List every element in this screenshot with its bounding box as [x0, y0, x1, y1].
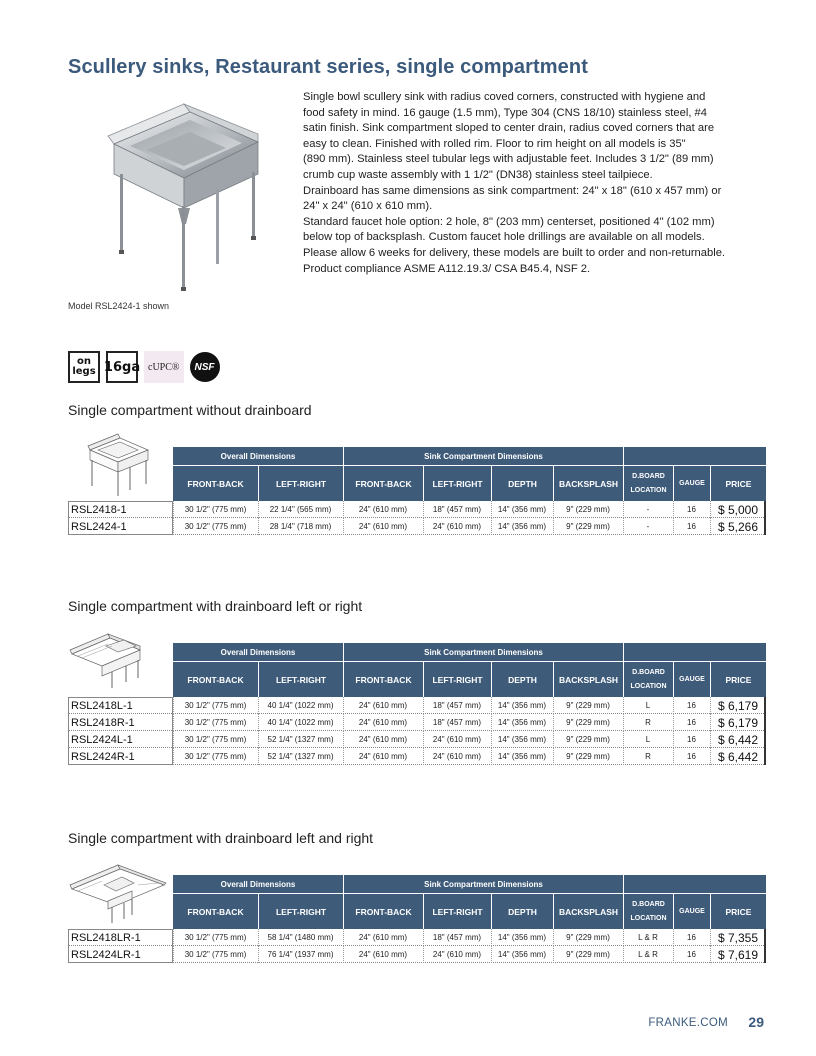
column-divider: [343, 731, 344, 748]
column-header-depth: DEPTH: [492, 465, 553, 501]
sink-dimensions-header: Sink Compartment Dimensions: [344, 447, 623, 465]
sink-dimensions-header: Sink Compartment Dimensions: [344, 875, 623, 893]
model-number: RSL2418R-1: [71, 716, 135, 729]
spec-cell: 14" (356 mm): [497, 950, 547, 959]
on-legs-icon: [68, 351, 100, 383]
column-divider: [491, 501, 492, 518]
column-divider: [623, 501, 624, 518]
overall-dimensions-header: Overall Dimensions: [173, 643, 343, 661]
column-header-dboard-location: [624, 661, 673, 697]
spec-cell: 24" (610 mm): [358, 933, 408, 942]
section-title: Single compartment without drainboard: [68, 402, 312, 418]
spec-cell: 9" (229 mm): [566, 933, 610, 942]
model-number: RSL2418L-1: [71, 699, 133, 712]
spec-cell: 18" (457 mm): [432, 505, 482, 514]
spec-cell: 14" (356 mm): [497, 752, 547, 761]
column-header-price: PRICE: [711, 893, 766, 929]
spec-cell: 16: [687, 735, 696, 744]
spec-cell: 14" (356 mm): [497, 522, 547, 531]
column-divider: [710, 748, 711, 765]
spec-cell: 58 1/4" (1480 mm): [267, 933, 334, 942]
column-divider: [623, 748, 624, 765]
product-photo: [100, 96, 280, 291]
column-divider: [258, 731, 259, 748]
spec-cell: 28 1/4" (718 mm): [269, 522, 332, 531]
column-divider: [673, 501, 674, 518]
column-divider: [173, 518, 174, 535]
column-divider: [623, 714, 624, 731]
price-cell: $ 6,442: [717, 749, 758, 764]
column-divider: [623, 731, 624, 748]
spec-cell: 14" (356 mm): [497, 933, 547, 942]
column-divider: [343, 946, 344, 963]
spec-cell: 9" (229 mm): [566, 505, 610, 514]
overall-dimensions-header: Overall Dimensions: [173, 875, 343, 893]
spec-cell: 14" (356 mm): [497, 505, 547, 514]
column-divider: [623, 518, 624, 535]
price-cell: $ 6,442: [717, 732, 758, 747]
spec-cell: 16: [687, 505, 696, 514]
column-header-front-back: FRONT-BACK: [344, 465, 423, 501]
spec-cell: 16: [687, 933, 696, 942]
description-line: Drainboard has same dimensions as sink compartment: 24" x 18" (610 x 457 mm) or: [303, 184, 722, 197]
price-cell: $ 7,355: [717, 930, 758, 945]
spec-cell: L: [645, 735, 651, 744]
certification-badges: [68, 350, 220, 384]
column-divider: [343, 697, 344, 714]
column-header-depth: DEPTH: [492, 893, 553, 929]
header-spacer: [624, 875, 766, 893]
spec-cell: 18" (457 mm): [432, 933, 482, 942]
column-divider: [173, 501, 174, 518]
column-divider: [343, 748, 344, 765]
spec-cell: L & R: [638, 933, 658, 942]
spec-cell: 30 1/2" (775 mm): [184, 718, 247, 727]
column-divider: [623, 929, 624, 946]
column-divider: [673, 731, 674, 748]
spec-cell: 9" (229 mm): [566, 718, 610, 727]
spec-cell: 52 1/4" (1327 mm): [267, 735, 334, 744]
column-divider: [258, 946, 259, 963]
spec-cell: 40 1/4" (1022 mm): [267, 718, 334, 727]
section-title: Single compartment with drainboard left or right: [68, 598, 363, 614]
column-divider: [491, 929, 492, 946]
image-caption: Model RSL2424-1 shown: [68, 301, 170, 311]
column-divider: [491, 518, 492, 535]
model-number: RSL2418LR-1: [71, 931, 141, 944]
model-number: RSL2424L-1: [71, 733, 133, 746]
spec-cell: 14" (356 mm): [497, 718, 547, 727]
description-line: food safety in mind. 16 gauge (1.5 mm), Type 304 (CNS 18/10) stainless steel, #4: [303, 106, 708, 119]
column-divider: [258, 714, 259, 731]
description-line: below top of backsplash. Custom faucet hole drillings are available on all models.: [303, 231, 705, 244]
column-divider: [258, 748, 259, 765]
column-header-front-back: FRONT-BACK: [344, 893, 423, 929]
spec-cell: -: [646, 505, 650, 514]
description-line: (890 mm). Stainless steel tubular legs with adjustable feet. Includes 3 1/2" (89 mm): [303, 153, 714, 166]
spec-cell: 14" (356 mm): [497, 701, 547, 710]
spec-table: [68, 875, 766, 965]
column-header-left-right: LEFT-RIGHT: [259, 893, 343, 929]
column-header-dboard-location: [624, 893, 673, 929]
column-divider: [491, 731, 492, 748]
footer-brand: FRANKE.COM: [648, 1017, 728, 1029]
overall-dimensions-header: Overall Dimensions: [173, 447, 343, 465]
table-right-border: [764, 697, 766, 765]
description-line: Product compliance ASME A112.19.3/ CSA B45.4, NSF 2.: [303, 262, 591, 275]
column-divider: [710, 518, 711, 535]
spec-cell: 52 1/4" (1327 mm): [267, 752, 334, 761]
spec-cell: -: [646, 522, 650, 531]
column-header-left-right: LEFT-RIGHT: [259, 465, 343, 501]
model-number: RSL2418-1: [71, 503, 127, 516]
description-line: satin finish. Sink compartment sloped to center drain, radius coved corners that are: [303, 122, 715, 135]
price-cell: $ 6,179: [717, 698, 758, 713]
spec-cell: 40 1/4" (1022 mm): [267, 701, 334, 710]
column-header-left-right: LEFT-RIGHT: [424, 661, 491, 697]
column-header-text: D.BOARD: [632, 900, 665, 908]
spec-cell: 24" (610 mm): [358, 735, 408, 744]
column-header-gauge: GAUGE: [674, 661, 710, 697]
description-line: easy to clean. Finished with rolled rim. Floor to rim height on all models is 35": [303, 137, 686, 150]
description-line: Single bowl scullery sink with radius coved corners, constructed with hygiene and: [303, 91, 706, 103]
column-divider: [258, 518, 259, 535]
spec-cell: 18" (457 mm): [432, 701, 482, 710]
spec-cell: 16: [687, 522, 696, 531]
spec-cell: 30 1/2" (775 mm): [184, 735, 247, 744]
column-divider: [553, 714, 554, 731]
column-divider: [423, 697, 424, 714]
column-header-backsplash: BACKSPLASH: [554, 661, 623, 697]
spec-cell: 9" (229 mm): [566, 950, 610, 959]
price-cell: $ 5,000: [717, 502, 758, 517]
column-divider: [423, 731, 424, 748]
page-title: Scullery sinks, Restaurant series, single compartment: [68, 56, 588, 78]
column-divider: [623, 697, 624, 714]
column-divider: [673, 748, 674, 765]
column-divider: [710, 501, 711, 518]
badge-legs-bottom: legs: [72, 366, 96, 377]
column-header-left-right: LEFT-RIGHT: [424, 893, 491, 929]
nsf-icon: NSF: [190, 352, 220, 382]
spec-cell: 30 1/2" (775 mm): [184, 933, 247, 942]
column-divider: [343, 518, 344, 535]
model-column-frame: [68, 929, 173, 963]
column-divider: [173, 929, 174, 946]
column-divider: [258, 929, 259, 946]
model-number: RSL2424R-1: [71, 750, 135, 763]
spec-cell: 30 1/2" (775 mm): [184, 950, 247, 959]
header-spacer: [624, 643, 766, 661]
spec-cell: L: [645, 701, 651, 710]
spec-cell: 30 1/2" (775 mm): [184, 701, 247, 710]
column-header-price: PRICE: [711, 661, 766, 697]
column-divider: [673, 518, 674, 535]
column-divider: [423, 714, 424, 731]
column-header-text: D.BOARD: [632, 472, 665, 480]
spec-cell: 9" (229 mm): [566, 701, 610, 710]
column-header-depth: DEPTH: [492, 661, 553, 697]
column-divider: [491, 697, 492, 714]
column-divider: [553, 731, 554, 748]
column-divider: [673, 697, 674, 714]
table-right-border: [764, 501, 766, 535]
column-divider: [673, 714, 674, 731]
spec-table: [68, 447, 766, 537]
column-divider: [173, 714, 174, 731]
spec-cell: 9" (229 mm): [566, 752, 610, 761]
spec-cell: 24" (610 mm): [432, 752, 482, 761]
column-header-left-right: LEFT-RIGHT: [259, 661, 343, 697]
spec-cell: 24" (610 mm): [358, 505, 408, 514]
column-divider: [673, 946, 674, 963]
spec-cell: 30 1/2" (775 mm): [184, 522, 247, 531]
column-divider: [710, 731, 711, 748]
column-divider: [173, 748, 174, 765]
column-header-gauge: GAUGE: [674, 465, 710, 501]
column-divider: [173, 946, 174, 963]
spec-cell: 22 1/4" (565 mm): [269, 505, 332, 514]
column-divider: [258, 697, 259, 714]
column-divider: [491, 714, 492, 731]
column-divider: [423, 501, 424, 518]
spec-cell: R: [645, 752, 651, 761]
spec-cell: 24" (610 mm): [432, 735, 482, 744]
column-header-text: LOCATION: [630, 486, 667, 494]
spec-cell: 18" (457 mm): [432, 718, 482, 727]
column-header-front-back: FRONT-BACK: [173, 893, 258, 929]
price-cell: $ 5,266: [717, 519, 758, 534]
spec-cell: 24" (610 mm): [358, 752, 408, 761]
column-header-front-back: FRONT-BACK: [173, 661, 258, 697]
column-divider: [423, 748, 424, 765]
column-divider: [710, 714, 711, 731]
column-header-price: PRICE: [711, 465, 766, 501]
column-divider: [491, 748, 492, 765]
column-divider: [553, 748, 554, 765]
spec-cell: 30 1/2" (775 mm): [184, 752, 247, 761]
spec-cell: 24" (610 mm): [358, 701, 408, 710]
column-divider: [423, 518, 424, 535]
product-description: [303, 90, 783, 277]
column-divider: [553, 501, 554, 518]
spec-cell: 30 1/2" (775 mm): [184, 505, 247, 514]
model-number: RSL2424-1: [71, 520, 127, 533]
gauge-icon: 16ga: [106, 351, 138, 383]
column-header-backsplash: BACKSPLASH: [554, 893, 623, 929]
description-line: 24" x 24" (610 x 610 mm).: [303, 200, 433, 213]
page-number: 29: [748, 1014, 764, 1030]
column-header-front-back: FRONT-BACK: [344, 661, 423, 697]
spec-cell: 24" (610 mm): [432, 950, 482, 959]
description-line: Please allow 6 weeks for delivery, these models are built to order and non-returnable.: [303, 246, 726, 259]
spec-cell: 14" (356 mm): [497, 735, 547, 744]
column-header-dboard-location: [624, 465, 673, 501]
spec-cell: R: [645, 718, 651, 727]
spec-cell: 24" (610 mm): [432, 522, 482, 531]
table-right-border: [764, 929, 766, 963]
description-line: Standard faucet hole option: 2 hole, 8" (203 mm) centerset, positioned 4" (102 mm): [303, 215, 715, 228]
column-divider: [553, 929, 554, 946]
spec-cell: 24" (610 mm): [358, 522, 408, 531]
spec-cell: 16: [687, 752, 696, 761]
column-divider: [491, 946, 492, 963]
column-divider: [343, 501, 344, 518]
spec-table: [68, 643, 766, 767]
sink-dimensions-header: Sink Compartment Dimensions: [344, 643, 623, 661]
column-divider: [623, 946, 624, 963]
price-cell: $ 6,179: [717, 715, 758, 730]
upc-icon: cUPC®: [144, 351, 184, 383]
spec-cell: 9" (229 mm): [566, 735, 610, 744]
section-title: Single compartment with drainboard left and right: [68, 830, 374, 846]
column-header-text: D.BOARD: [632, 668, 665, 676]
model-column-frame: [68, 697, 173, 765]
column-divider: [343, 714, 344, 731]
column-divider: [710, 697, 711, 714]
spec-cell: L & R: [638, 950, 658, 959]
column-divider: [343, 929, 344, 946]
price-cell: $ 7,619: [717, 947, 758, 962]
column-header-left-right: LEFT-RIGHT: [424, 465, 491, 501]
column-divider: [553, 697, 554, 714]
column-header-backsplash: BACKSPLASH: [554, 465, 623, 501]
column-divider: [258, 501, 259, 518]
model-number: RSL2424LR-1: [71, 948, 141, 961]
column-header-text: LOCATION: [630, 682, 667, 690]
badge-legs-top: on: [77, 356, 91, 367]
column-header-front-back: FRONT-BACK: [173, 465, 258, 501]
header-spacer: [624, 447, 766, 465]
column-divider: [673, 929, 674, 946]
spec-cell: 16: [687, 701, 696, 710]
column-divider: [553, 946, 554, 963]
column-divider: [553, 518, 554, 535]
description-line: crumb cup waste assembly with 1 1/2" (DN38) stainless steel tailpiece.: [303, 168, 653, 181]
model-column-frame: [68, 501, 173, 535]
spec-cell: 16: [687, 718, 696, 727]
column-header-text: LOCATION: [630, 914, 667, 922]
column-divider: [173, 697, 174, 714]
column-header-gauge: GAUGE: [674, 893, 710, 929]
spec-cell: 76 1/4" (1937 mm): [267, 950, 334, 959]
column-divider: [710, 946, 711, 963]
column-divider: [423, 929, 424, 946]
spec-cell: 9" (229 mm): [566, 522, 610, 531]
spec-cell: 16: [687, 950, 696, 959]
column-divider: [710, 929, 711, 946]
column-divider: [173, 731, 174, 748]
spec-cell: 24" (610 mm): [358, 718, 408, 727]
spec-cell: 24" (610 mm): [358, 950, 408, 959]
column-divider: [423, 946, 424, 963]
